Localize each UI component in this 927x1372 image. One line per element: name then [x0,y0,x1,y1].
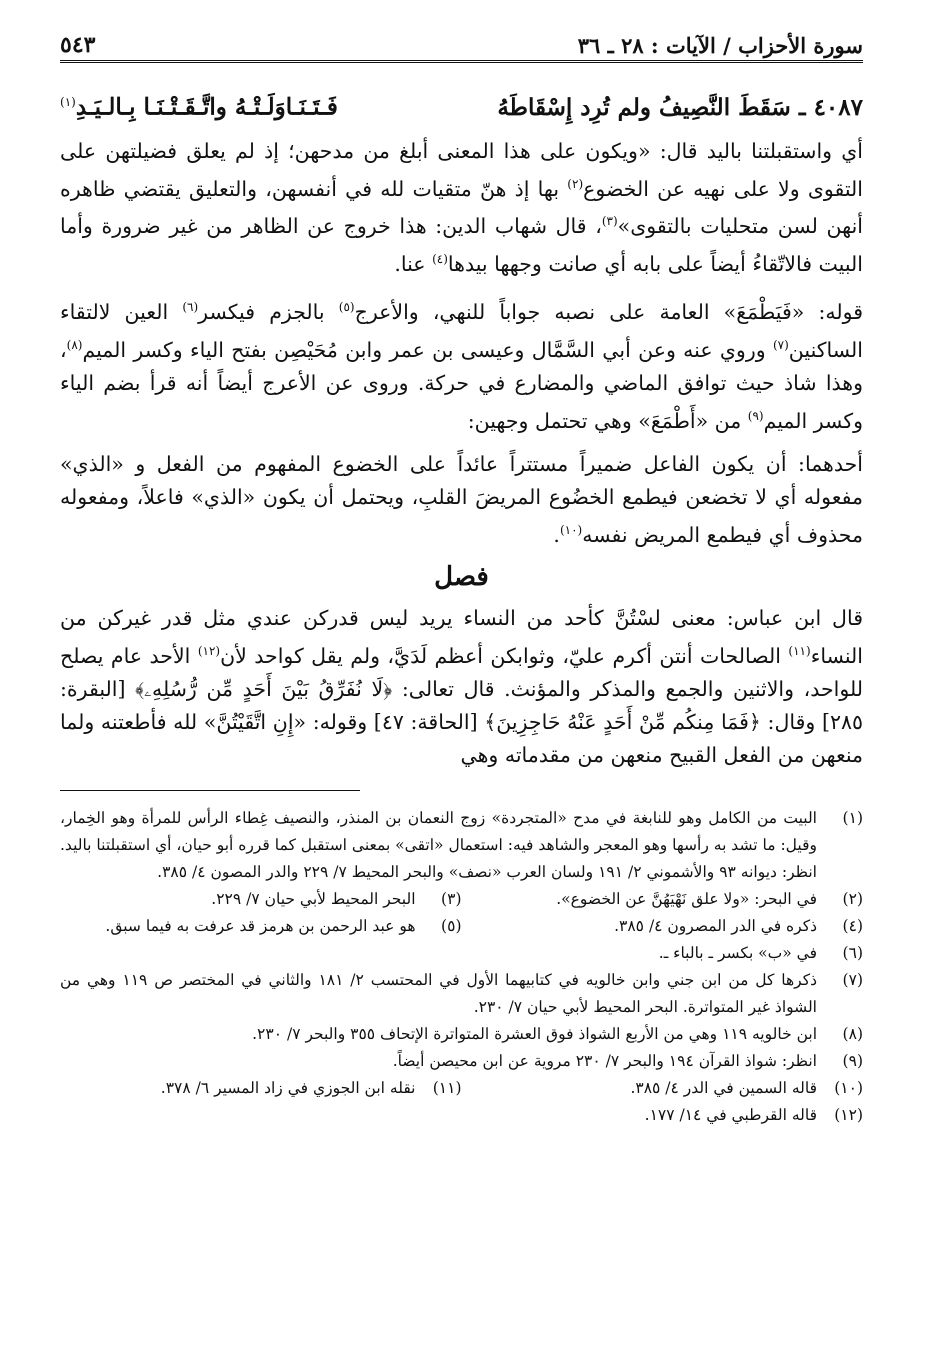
text-run: عنا. [394,252,433,277]
footnote-ref: (٩) [747,408,764,423]
text-run: . [553,522,560,547]
section-title: فصل [434,562,489,593]
footnote-4: (٤) ذكره في الدر المصرون ٤/ ٣٨٥. [614,917,863,936]
page-number: ٥٤٣ [60,32,96,58]
verse-second-hemistich: فَـتَـنَـاوَلَـتْـهُ واتَّـقَـتْـنَـا بِـالـيَـدِ$^{(١)}$ [60,93,338,121]
footnote-7: (٧) ذكرها كل من ابن جني وابن خالويه في كتابيهما الأول في المحتسب ٢/ ١٨١ والثاني في المختصر ص ١١٩ وهي من الشواذ غير المتواترة. البحر المحيط لأبي حيان ٧/ ٢٣٠. [60,971,863,1017]
text-run: قوله: «فَيَطْمَعَ» العامة على نصبه جواباً للنهي، والأعرج [354,299,863,324]
footnote-2: (٢) في البحر: «ولا علق نَهْيَهُنَّ عن الخضوع». [556,890,863,909]
footnote-12: (١٢) قاله القرطبي في ١٤/ ١٧٧. [644,1106,863,1125]
footnote-ref: (١) [60,95,76,109]
text-run: الأحد عام يصلح للواحد، والاثنين والجمع والمذكر والمؤنث. قال تعالى: ﴿لَا نُفَرِّقُ بَيْنَ أَحَدٍ مِّن رُّسُلِهِۦ﴾ [البقرة: ٢٨٥] وقال: ﴿فَمَا مِنكُم مِّنْ أَحَدٍ عَنْهُ حَاجِزِينَ﴾ [الحاقة: ٤٧] وقوله: «إِنِ اتَّقَيْتُنَّ» لله فأطعتنه ولما منعهن من الفعل القبيح منعهن من مقدماته وهي [60,644,863,768]
text-run: وروي عنه وعن أبي السَّمَّال وعيسى بن عمر وابن مُحَيْصِن بفتح الياء وكسر الميم [82,337,773,362]
paragraphs-block-2 [60,602,863,772]
text-run: قال ابن عباس: معنى لسْتُنَّ كأحد من النساء يريد ليس قدركن عندي مثل قدر غيركن من النساء [60,606,863,669]
footnote-divider [60,790,360,791]
poetry-verse [60,85,863,125]
text-run: أحدهما: أن يكون الفاعل ضميراً مستتراً عائداً على الخضوع المفهوم من الفعل و «الذي» مفعوله أي لا تخضعن فيطمع الخضُوع المريضَ القلبِ، ويحتمل أن يكون «الذي» فاعلاً، ومفعوله محذوف أي فيطمع المريض نفسه [60,451,863,547]
text-run: بها إذ هنّ متقيات لله في أنفسهن، والتعليق يقتضي ظاهره أنهن لسن متحليات بالتقوى» [60,176,863,239]
footnote-9: (٩) انظر: شواذ القرآن ١٩٤ والبحر ٧/ ٢٣٠ مروية عن ابن محيصن أيضاً. [392,1052,863,1071]
footnote-ref: (٧) [772,337,789,352]
footnote-5: (٥) هو عبد الرحمن بن هرمز قد عرفت به فيما سبق. [105,917,462,936]
text-run: ، وهذا شاذ حيث توافق الماضي والمضارع في حركة. وروى عن الأعرج أيضاً أنه قرأ بضم الياء وكسر الميم [60,337,863,433]
footnote-ref: (٢) [567,176,584,191]
text-run: الصالحات أنتن أكرم عليّ، وثوابكن أعظم لَدَيَّ، ولم يقل كواحد لأن [220,644,789,669]
paragraph [60,291,863,437]
text-run: ، قال شهاب الدين: هذا خروج عن الظاهر من غير ضرورة وأما البيت فالاتّقاءُ أيضاً على بابه أي صانت وجهها بيدها [60,214,863,277]
page [60,26,863,1129]
footnote-8: (٨) ابن خالويه ١١٩ وهي من الأربع الشواذ فوق العشرة المتواترة الإتحاف ٣٥٥ والبحر ٧/ ٢٣٠. [252,1025,863,1044]
footnote-11: (١١) نقله ابن الجوزي في زاد المسير ٦/ ٣٧٨. [160,1079,462,1098]
header-title: سورة الأحزاب / الآيات : ٢٨ ـ ٣٦ [577,33,863,58]
paragraph [60,448,863,552]
running-header [60,26,863,63]
text-run: من «أَطْمَعَ» وهي تحتمل وجهين: [467,408,748,433]
footnote-ref: (٦) [182,300,199,315]
footnote-ref: (٣) [601,214,618,229]
footnote-ref: (١١) [788,644,811,659]
footnote-ref: (٥) [338,300,355,315]
footnote-row [60,913,863,940]
footnote-ref: (١٠) [559,522,583,537]
paragraphs-block-1 [60,135,863,552]
footnotes [60,805,863,1129]
text-run: العين لالتقاء الساكنين [60,299,863,362]
main-text [60,135,863,773]
paragraph [60,602,863,772]
footnote-ref: (٤) [432,252,448,267]
text-run: بالجزم فيكسر [198,299,339,324]
paragraph [60,135,863,281]
footnote-1: (١) البيت من الكامل وهو للنابغة في مدح «المتجردة» زوج النعمان بن المنذر، والنصيف غِطاء الرأس للمرأة وهو الخِمار، وقيل: ما تشد به رأسها وهو المعجر والشاهد فيه: استعمال «اتقى» بمعنى استقبل كما قرره أبو حيان، أي استقبلتنا باليد. انظر: ديوانه ٩٣ والأشموني ٢/ ١٩١ ولسان العرب «نصف» والبحر المحيط ٧/ ٢٢٩ والدر المصون ٤/ ٣٨٥. [60,809,863,882]
footnote-row [60,1075,863,1102]
footnote-6: (٦) في «ب» بكسر ـ بالباء ـ. [658,944,863,963]
footnote-ref: (٨) [66,337,83,352]
footnote-10: (١٠) قاله السمين في الدر ٤/ ٣٨٥. [630,1079,863,1098]
verse-first-hemistich: ٤٠٨٧ ـ سَقَطَ النَّصِيفُ ولم تُرِد إِسْقَاطَهُ [497,93,863,121]
text-run: أي واستقبلتنا باليد قال: «ويكون على هذا المعنى أبلغ من مدحهن؛ إذ لم يعلق فضيلتهن على التقوى ولا على نهيه عن الخضوع [60,138,864,201]
footnote-3: (٣) البحر المحيط لأبي حيان ٧/ ٢٢٩. [211,890,462,909]
footnote-ref: (١٢) [197,644,221,659]
footnote-row [60,886,863,913]
